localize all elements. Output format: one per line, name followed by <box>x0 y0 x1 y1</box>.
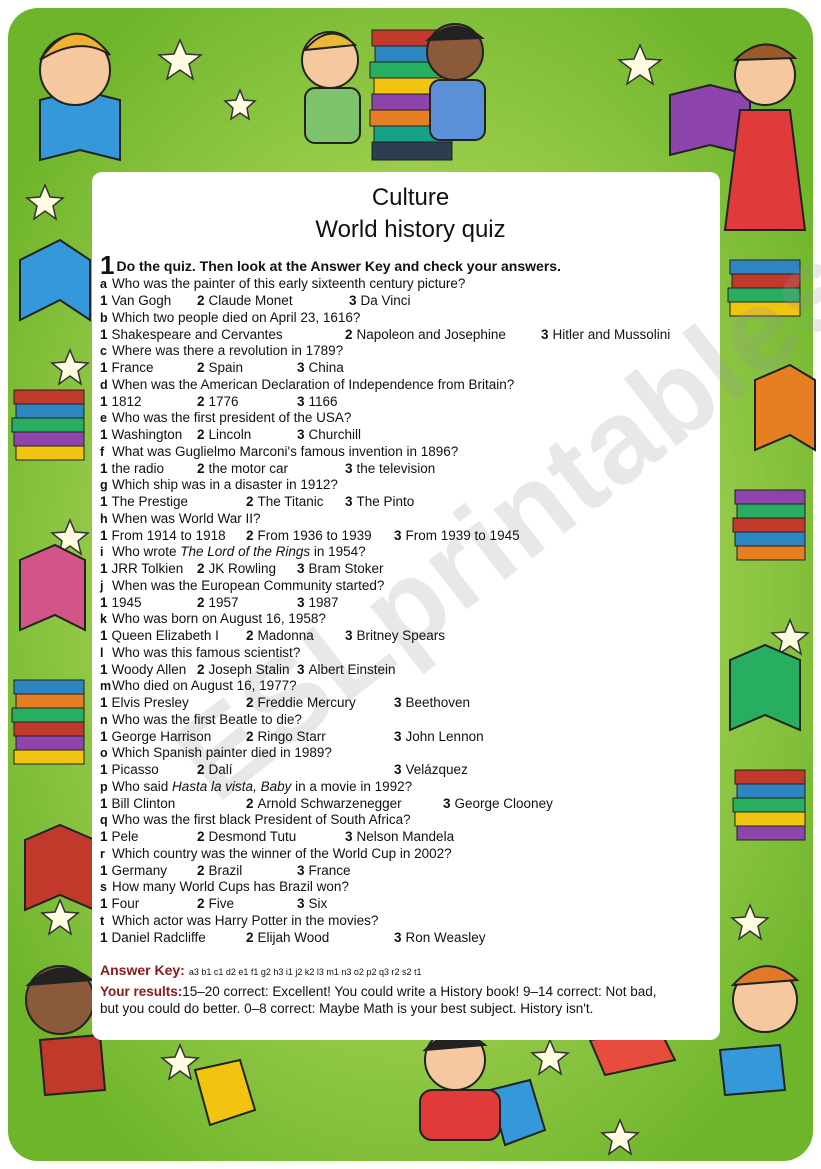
option-text: the motor car <box>208 460 289 476</box>
option-text: 1776 <box>208 393 239 409</box>
question-letter: t <box>100 913 105 928</box>
option-number: 1 <box>100 293 108 308</box>
question-text-end: in 1954? <box>310 544 366 559</box>
page-title: Culture <box>371 184 450 211</box>
option-number: 3 <box>394 728 402 744</box>
option-number: 2 <box>345 326 353 342</box>
option-text: Arnold Schwarzenegger <box>257 795 402 811</box>
answer-option[interactable] <box>246 695 356 711</box>
option-text: The Titanic <box>257 494 324 509</box>
question-n <box>100 712 302 728</box>
option-number: 2 <box>246 728 254 744</box>
question-text: Who was born on August 16, 1958? <box>112 611 326 626</box>
answer-option[interactable] <box>345 461 435 477</box>
option-number: 2 <box>246 628 254 643</box>
option-number: 1 <box>100 862 108 878</box>
option-text: JRR Tolkien <box>111 561 184 576</box>
option-text: 1945 <box>111 594 142 610</box>
question-letter: m <box>100 679 112 693</box>
question-g <box>100 477 338 493</box>
option-text: From 1936 to 1939 <box>257 527 372 543</box>
option-text: Da Vinci <box>360 293 411 308</box>
answer-option[interactable] <box>246 494 324 510</box>
question-p <box>100 779 412 795</box>
option-number: 1 <box>100 728 108 744</box>
option-number: 3 <box>297 561 305 576</box>
question-text: How many World Cups has Brazil won? <box>112 879 349 894</box>
answer-option[interactable] <box>197 461 288 477</box>
answer-option[interactable] <box>349 293 411 309</box>
option-number: 2 <box>197 896 205 911</box>
answer-option[interactable] <box>246 796 402 812</box>
answer-option[interactable] <box>100 494 188 510</box>
answer-option[interactable] <box>394 695 470 711</box>
question-l <box>100 645 300 661</box>
answer-option[interactable] <box>100 427 182 443</box>
option-number: 2 <box>246 795 254 811</box>
option-number: 2 <box>197 393 205 409</box>
answer-option[interactable] <box>443 796 553 812</box>
answer-option[interactable] <box>100 628 219 644</box>
answer-option[interactable] <box>246 930 329 946</box>
option-text: Six <box>308 896 328 911</box>
option-number: 3 <box>297 896 305 911</box>
option-text: George Harrison <box>111 728 212 744</box>
answer-option[interactable] <box>100 293 171 309</box>
question-letter: h <box>100 511 108 526</box>
option-number: 3 <box>297 594 305 610</box>
answer-option[interactable] <box>100 829 139 845</box>
option-number: 3 <box>345 494 353 509</box>
answer-option[interactable] <box>197 762 233 778</box>
option-text: Albert Einstein <box>308 661 396 677</box>
results <box>100 983 660 1017</box>
question-letter: s <box>100 880 107 894</box>
option-number: 1 <box>100 326 108 342</box>
question-letter: c <box>100 344 107 358</box>
option-text: JK Rowling <box>208 561 277 576</box>
answer-option[interactable] <box>297 662 396 678</box>
answer-key <box>100 962 421 978</box>
question-text: Which country was the winner of the World Cup in 2002? <box>112 845 452 861</box>
option-text: France <box>308 862 351 878</box>
answer-option[interactable] <box>100 896 139 912</box>
option-number: 2 <box>246 494 254 509</box>
option-number: 2 <box>197 427 205 442</box>
question-text: Who said <box>112 778 173 794</box>
question-a <box>100 276 465 292</box>
page-subtitle: World history quiz <box>315 216 506 243</box>
answer-option[interactable] <box>297 561 384 577</box>
option-number: 1 <box>100 527 108 543</box>
question-letter: j <box>100 578 104 593</box>
question-text: When was World War II? <box>112 510 261 526</box>
option-number: 2 <box>246 527 254 543</box>
question-text: Who was the first president of the USA? <box>112 410 352 425</box>
option-number: 3 <box>394 929 402 945</box>
answer-option[interactable] <box>345 327 506 343</box>
answer-option[interactable] <box>100 394 142 410</box>
option-text: John Lennon <box>405 728 484 744</box>
option-number: 1 <box>100 360 108 375</box>
option-number: 2 <box>197 460 205 476</box>
option-text: Madonna <box>257 628 314 643</box>
question-o <box>100 745 332 761</box>
option-text: Bill Clinton <box>111 795 176 811</box>
answer-key-codes: a3 b1 c1 d2 e1 f1 g2 h3 i1 j2 k2 l3 m1 n3 o2 p2 q3 r2 s2 t1 <box>188 967 422 977</box>
option-text: 1812 <box>111 393 142 409</box>
option-text: From 1939 to 1945 <box>405 527 520 543</box>
question-letter: e <box>100 411 107 425</box>
option-number: 3 <box>394 695 402 710</box>
option-text: Freddie Mercury <box>257 695 356 710</box>
option-number: 1 <box>100 427 108 442</box>
option-text: Britney Spears <box>356 628 446 643</box>
answer-option[interactable] <box>100 863 167 879</box>
question-letter: g <box>100 478 108 492</box>
option-number: 1 <box>100 829 108 844</box>
answer-option[interactable] <box>297 863 351 879</box>
option-text: Beethoven <box>405 695 471 710</box>
option-text: Napoleon and Josephine <box>356 326 506 342</box>
option-text: The Pinto <box>356 494 415 509</box>
option-number: 2 <box>197 293 205 308</box>
question-t <box>100 913 378 929</box>
answer-option[interactable] <box>100 528 226 544</box>
answer-option[interactable] <box>394 762 468 778</box>
question-letter: i <box>100 545 104 559</box>
question-text: When was the European Community started? <box>112 577 385 593</box>
option-number: 1 <box>100 795 108 811</box>
option-text: 1166 <box>308 393 338 409</box>
question-text: Which Spanish painter died in 1989? <box>112 745 332 760</box>
answer-option[interactable] <box>246 628 314 644</box>
option-number: 1 <box>100 762 108 777</box>
question-title-italic: The Lord of the Rings <box>180 544 311 559</box>
question-text-end: in a movie in 1992? <box>291 778 413 794</box>
question-letter: d <box>100 377 108 392</box>
option-text: Shakespeare and Cervantes <box>111 326 283 342</box>
answer-option[interactable] <box>197 360 243 376</box>
question-s <box>100 879 349 895</box>
question-letter: f <box>100 444 105 459</box>
option-number: 3 <box>297 393 305 409</box>
question-f <box>100 444 458 460</box>
question-q <box>100 812 411 828</box>
option-text: Ron Weasley <box>405 929 486 945</box>
option-text: Queen Elizabeth I <box>111 628 219 643</box>
answer-option[interactable] <box>246 729 326 745</box>
option-text: Woody Allen <box>111 661 187 677</box>
answer-option[interactable] <box>100 327 283 343</box>
option-number: 2 <box>197 561 205 576</box>
question-text: Who wrote <box>112 544 181 559</box>
option-number: 1 <box>100 494 108 509</box>
answer-option[interactable] <box>345 494 414 510</box>
option-text: the television <box>356 460 436 476</box>
answer-option[interactable] <box>246 528 372 544</box>
option-number: 1 <box>100 896 108 911</box>
option-text: Joseph Stalin <box>208 661 290 677</box>
question-letter: b <box>100 310 108 325</box>
answer-option[interactable] <box>394 930 486 946</box>
answer-option[interactable] <box>197 662 290 678</box>
option-text: Van Gogh <box>111 293 172 308</box>
question-m <box>100 678 297 694</box>
answer-option[interactable] <box>197 394 239 410</box>
option-number: 1 <box>100 929 108 945</box>
option-number: 3 <box>394 527 402 543</box>
option-text: Desmond Tutu <box>208 829 297 844</box>
question-letter: p <box>100 779 108 794</box>
option-number: 1 <box>100 661 108 677</box>
option-number: 2 <box>197 762 205 777</box>
answer-option[interactable] <box>345 829 454 845</box>
option-number: 3 <box>541 326 549 342</box>
answer-option[interactable] <box>197 896 234 912</box>
option-text: Germany <box>111 862 168 878</box>
option-number: 3 <box>394 762 402 777</box>
question-text: Which two people died on April 23, 1616? <box>112 309 361 325</box>
instruction-text: Do the quiz. Then look at the Answer Key and check your answers. <box>116 258 561 274</box>
option-number: 3 <box>297 360 305 375</box>
answer-key-label: Answer Key: <box>100 962 185 978</box>
option-text: Nelson Mandela <box>356 829 455 844</box>
answer-option[interactable] <box>100 561 183 577</box>
option-text: France <box>111 360 154 375</box>
question-letter: n <box>100 712 108 727</box>
results-label: Your results: <box>100 984 183 999</box>
answer-option[interactable] <box>100 662 186 678</box>
option-text: Daniel Radcliffe <box>111 929 206 945</box>
option-number: 2 <box>197 360 205 375</box>
answer-option[interactable] <box>197 561 276 577</box>
question-text: Who died on August 16, 1977? <box>112 678 297 693</box>
option-number: 3 <box>345 460 353 476</box>
question-b <box>100 310 360 326</box>
question-letter: q <box>100 813 108 827</box>
option-number: 3 <box>345 829 353 844</box>
option-number: 2 <box>197 661 205 677</box>
answer-option[interactable] <box>100 930 206 946</box>
answer-option[interactable] <box>197 863 242 879</box>
option-number: 2 <box>197 862 205 878</box>
question-letter: l <box>100 645 104 660</box>
question-e <box>100 410 351 426</box>
answer-option[interactable] <box>297 896 327 912</box>
question-h <box>100 511 261 527</box>
answer-option[interactable] <box>197 829 296 845</box>
question-text: Who was the painter of this early sixteenth century picture? <box>112 276 466 291</box>
answer-option[interactable] <box>345 628 445 644</box>
option-text: China <box>308 360 344 375</box>
question-i <box>100 544 366 560</box>
answer-option[interactable] <box>100 729 211 745</box>
question-text: Which actor was Harry Potter in the movies? <box>112 912 379 928</box>
option-text: Ringo Starr <box>257 728 326 744</box>
option-number: 3 <box>297 661 305 677</box>
option-text: the radio <box>111 460 165 476</box>
question-letter: o <box>100 746 108 760</box>
option-number: 2 <box>197 594 205 610</box>
answer-option[interactable] <box>100 695 189 711</box>
answer-option[interactable] <box>100 796 175 812</box>
answer-option[interactable] <box>197 595 239 611</box>
option-text: Picasso <box>111 762 159 777</box>
option-text: Four <box>111 896 140 911</box>
question-text: Which ship was in a disaster in 1912? <box>112 477 338 492</box>
option-number: 1 <box>100 460 108 476</box>
answer-option[interactable] <box>100 762 159 778</box>
question-r <box>100 846 452 862</box>
option-number: 3 <box>349 293 357 308</box>
answer-option[interactable] <box>394 528 520 544</box>
option-text: Five <box>208 896 235 911</box>
option-number: 1 <box>100 695 108 710</box>
option-number: 2 <box>246 695 254 710</box>
question-letter: k <box>100 612 107 626</box>
answer-option[interactable] <box>297 427 361 443</box>
option-text: Pele <box>111 829 139 844</box>
question-d <box>100 377 514 393</box>
answer-option[interactable] <box>297 394 338 410</box>
option-number: 1 <box>100 594 108 610</box>
question-c <box>100 343 343 359</box>
answer-option[interactable] <box>394 729 484 745</box>
question-text: What was Guglielmo Marconi's famous invention in 1896? <box>112 443 459 459</box>
question-letter: a <box>100 277 107 291</box>
answer-option[interactable] <box>197 293 293 309</box>
option-text: Washington <box>111 427 183 442</box>
option-number: 3 <box>443 795 451 811</box>
option-number: 2 <box>197 829 205 844</box>
answer-option[interactable] <box>100 360 154 376</box>
option-text: Churchill <box>308 427 362 442</box>
answer-option[interactable] <box>100 461 164 477</box>
question-letter: r <box>100 846 105 861</box>
answer-option[interactable] <box>197 427 251 443</box>
option-number: 3 <box>297 862 305 878</box>
option-number: 1 <box>100 561 108 576</box>
option-text: Bram Stoker <box>308 561 384 576</box>
question-text: Who was the first Beatle to die? <box>112 711 302 727</box>
option-text: Elvis Presley <box>111 695 189 710</box>
option-number: 1 <box>100 628 108 643</box>
option-text: Claude Monet <box>208 293 293 308</box>
option-text: 1987 <box>308 594 339 610</box>
option-text: Brazil <box>208 862 243 878</box>
instruction-number: 1 <box>100 250 115 280</box>
option-text: Velázquez <box>405 762 468 777</box>
option-text: 1957 <box>208 594 239 610</box>
option-number: 3 <box>297 427 305 442</box>
option-text: The Prestige <box>111 494 189 509</box>
question-title-italic: Hasta la vista, Baby <box>172 778 292 794</box>
option-text: Dalí <box>208 762 233 777</box>
question-text: When was the American Declaration of Independence from Britain? <box>112 376 515 392</box>
question-text: Where was there a revolution in 1789? <box>112 343 344 358</box>
option-number: 1 <box>100 393 108 409</box>
option-number: 2 <box>246 929 254 945</box>
question-text: Who was the first black President of South Africa? <box>112 812 411 827</box>
answer-option[interactable] <box>100 595 142 611</box>
option-number: 3 <box>345 628 353 643</box>
answer-option[interactable] <box>541 327 670 343</box>
option-text: Hitler and Mussolini <box>552 326 671 342</box>
option-text: Spain <box>208 360 244 375</box>
question-k <box>100 611 326 627</box>
option-text: From 1914 to 1918 <box>111 527 226 543</box>
option-text: Elijah Wood <box>257 929 330 945</box>
question-text: Who was this famous scientist? <box>112 644 301 660</box>
question-j <box>100 578 384 594</box>
option-text: George Clooney <box>454 795 553 811</box>
answer-option[interactable] <box>297 595 339 611</box>
answer-option[interactable] <box>297 360 344 376</box>
results-text: 15–20 correct: Excellent! You could write a History book! 9–14 correct: Not bad, but you could do better. 0–8 correct: Maybe Math is your best subject. History isn't. <box>100 984 657 1016</box>
option-text: Lincoln <box>208 427 252 442</box>
